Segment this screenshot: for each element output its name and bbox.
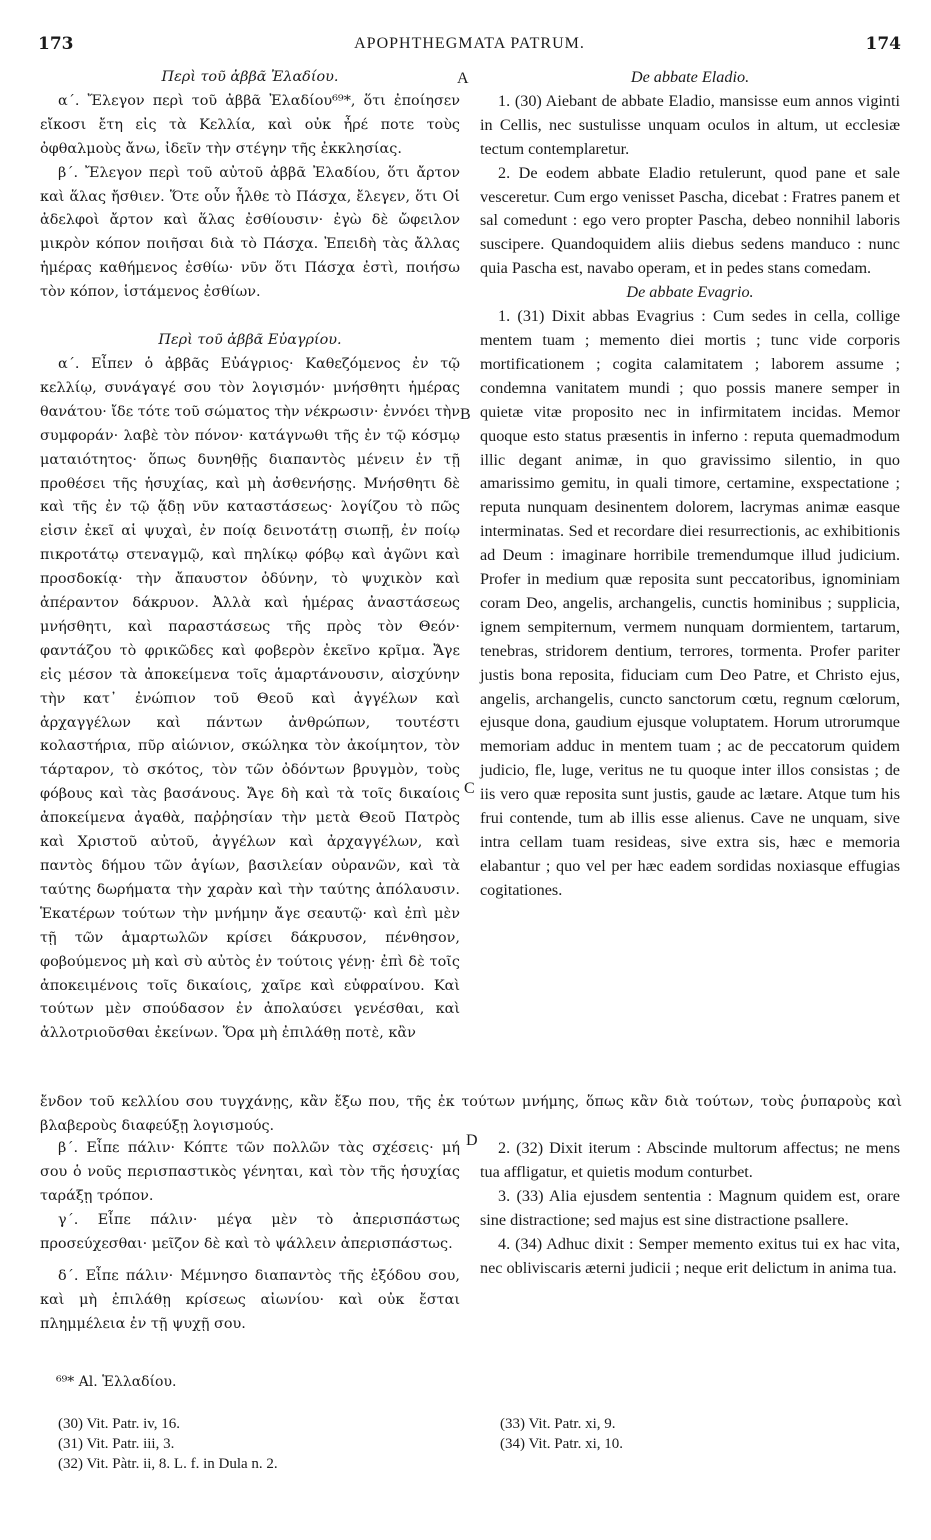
greek-paragraph-continuation: ἔνδον τοῦ κελλίου σου τυγχάνῃς, κἂν ἔξω που, τῆς ἐκ τούτων μνήμης, ὅπως κἂν διὰ τούτων, τοὺς ῥυπαροὺς καὶ βλαβεροὺς διαφεύξῃ λογισμούς. bbox=[40, 1094, 902, 1134]
latin-paragraph: 4. (34) Adhuc dixit : Semper memento exitus tui ex hac vita, nec obliviscaris æterni judicii ; neque erit delictum in anima tua. bbox=[480, 1235, 900, 1277]
latin-paragraph: 3. (33) Alia ejusdem sententia : Magnum quidem est, orare sine distractione; sed majus est sine distractione psallere. bbox=[480, 1187, 900, 1229]
greek-column bbox=[40, 66, 460, 1046]
latin-paragraph: 2. (32) Dixit iterum : Abscinde multorum affectus; ne mens tua affligatur, et quietis modum conturbet. bbox=[480, 1139, 900, 1181]
latin-column-lower bbox=[480, 1136, 900, 1280]
page-header bbox=[38, 34, 901, 58]
greek-paragraph: δ΄. Εἶπε πάλιν· Μέμνησο διαπαντὸς τῆς ἐξόδου σου, καὶ μὴ ἐπιλάθῃ κρίσεως αἰωνίου· καὶ οὐκ ἔσται πλημμέλεια ἐν τῇ ψυχῇ σου. bbox=[40, 1268, 460, 1332]
source-notes-left bbox=[58, 1414, 278, 1474]
page-number-right: 174 bbox=[865, 34, 901, 54]
greek-full-width-continuation bbox=[40, 1090, 902, 1138]
latin-paragraph: 2. De eodem abbate Eladio retulerunt, quod pane et sale vesceretur. Cum ergo venisset Pascha, dicebat : Fratres panem et sal comedunt : ego vero propter Pascha, debeo nonnihil laboris suscipere. Quandoquidem aliis diebus sedens manduco : nunc quia Pascha est, navabo operam, et in pedes stans comedam. bbox=[480, 163, 900, 278]
page-number-left: 173 bbox=[38, 34, 74, 54]
source-note: (30) Vit. Patr. iv, 16. bbox=[58, 1416, 181, 1432]
section-heading-eladius-greek: Περὶ τοῦ ἀββᾶ Ἐλαδίου. bbox=[161, 69, 339, 85]
greek-paragraph: γ΄. Εἶπε πάλιν· μέγα μὲν τὸ ἀπερισπάστως προσεύχεσθαι· μεῖζον δὲ καὶ τὸ ψάλλειν ἀπερισπάστως. bbox=[40, 1212, 460, 1252]
margin-marker-a: A bbox=[457, 70, 469, 87]
latin-paragraph: 1. (31) Dixit abbas Evagrius : Cum sedes in cella, collige mentem tuam ; memento diei mortis ; tunc vide corporis mortificationem ; cogita calamitatem ; laborem assume ; condemna vanitatem mundi ; quo possis manere semper in quietæ vitæ proposito nec in infirmitatem incidas. Memor quoque esto status præsentis in inferno : reputa quemadmodum illic degant animæ, in quo gravissimo silentio, in quo amarissimo gemitu, in quali timore, certamine, exspectatione ; reputa nunquam desinentem dolorem, lacrymas animæ easque interminatas. Sed et recordare diei resurrectionis, ac exhibitionis ad Deum : imaginare horribile tremendumque illud judicium. Profer in medium quæ reposita sunt peccatoribus, ignominiam coram Deo, angelis, archangelis, cunctis hominibus ; supplicia, ignem sempiternum, vermem nunquam dormientem, tartarum, tenebras, stridorem dentium, terrores, tormenta. Profer pariter justis bona reposita, fiduciam cum Deo Patre, et Christo ejus, angelis, archangelis, cuncto sanctorum cœtu, regnum cœlorum, ejusque dona, gaudium ejusque voluptatem. Horum utrorumque memoriam adduc in mentem tuam ; ac de peccatorum quidem judicio, fle, luge, veritus ne tu quoque inter illos consistas ; de iis vero quæ reposita sunt justis, gaude ac lætare. Atque tum his frui contende, tum ab illis esse alienus. Cave ne unquam, sive intra cellam tuam resideas, sive extra sis, hæc e memoria elabantur ; quo vel per hæc eadem sordidas noxiasque effugias cogitationes. bbox=[480, 307, 900, 899]
margin-marker-c: C bbox=[464, 780, 475, 797]
running-title: APOPHTHEGMATA PATRUM. bbox=[354, 35, 585, 52]
latin-paragraph: 1. (30) Aiebant de abbate Eladio, mansisse eum annos viginti in Cellis, nec sustulisse unquam oculos in altum, ut ecclesiæ tectum contemplaretur. bbox=[480, 91, 900, 158]
source-note: (31) Vit. Patr. iii, 3. bbox=[58, 1436, 175, 1452]
latin-column bbox=[480, 66, 900, 903]
greek-column-lower bbox=[40, 1136, 460, 1336]
section-heading-eladius-latin: De abbate Eladio. bbox=[630, 68, 750, 86]
greek-paragraph: β΄. Ἔλεγον περὶ τοῦ αὐτοῦ ἀββᾶ Ἐλαδίου, ὅτι ἄρτον καὶ ἅλας ἤσθιεν. Ὅτε οὖν ἦλθε τὸ Πάσχα, ἔλεγεν, ὅτι Οἱ ἀδελφοὶ ἄρτον καὶ ἅλας ἐσθίουσιν· ἐγὼ δὲ ὤφειλον μικρὸν κόπον ποιῆσαι διὰ τὸ Πάσχα. Ἐπειδὴ τὰς ἄλλας ἡμέρας καθήμενος ἐσθίω· νῦν ὅτι Πάσχα ἐστὶ, ποιήσω τὸν κόπον, ἱστάμενος ἐσθίων. bbox=[40, 164, 460, 301]
source-note: (32) Vit. Pàtr. ii, 8. L. f. in Dula n. 2. bbox=[58, 1456, 278, 1472]
margin-marker-d: D bbox=[466, 1132, 478, 1149]
greek-paragraph: α΄. Ἔλεγον περὶ τοῦ ἀββᾶ Ἐλαδίου⁶⁹*, ὅτι ἐποίησεν εἴκοσι ἔτη εἰς τὰ Κελλία, καὶ οὐκ ἦρέ ποτε τοὺς ὀφθαλμοὺς ἄνω, ἰδεῖν τὴν στέγην τῆς ἐκκλησίας. bbox=[40, 92, 460, 157]
margin-marker-b: B bbox=[460, 406, 471, 423]
source-note: (34) Vit. Patr. xi, 10. bbox=[500, 1436, 623, 1452]
footnote: ⁶⁹* Al. Ἑλλαδίου. bbox=[56, 1374, 177, 1390]
source-note: (33) Vit. Patr. xi, 9. bbox=[500, 1416, 616, 1432]
greek-paragraph: α΄. Εἶπεν ὁ ἀββᾶς Εὐάγριος· Καθεζόμενος ἐν τῷ κελλίῳ, συνάγαγέ σου τὸν λογισμόν· μνήσθητι ἡμέρας θανάτου· ἴδε τότε τοῦ σώματος τὴν νέκρωσιν· ἐννόει τὴν συμφοράν· λαβὲ τὸν πόνον· κατάγνωθι τῆς ἐν τῷ κόσμῳ ματαιότητος· ὅπως δυνηθῇς διαπαντὸς μένειν ἐν τῇ προθέσει τῆς ἡσυχίας, καὶ μὴ ἀσθενήσῃς. Μνήσθητι δὲ καὶ τῆς ἐν τῷ ᾅδῃ νῦν καταστάσεως· λογίζου τὸ πῶς εἰσιν ἐκεῖ αἱ ψυχαὶ, ἐν ποίᾳ δεινοτάτῃ σιωπῇ, ἐν ποίῳ πικροτάτῳ στεναγμῷ, καὶ πηλίκῳ φόβῳ καὶ ἀγῶνι καὶ προσδοκίᾳ· τὴν ἄπαυστον ὀδύνην, τὸ ψυχικὸν καὶ ἀπέραντον δάκρυον. Ἀλλὰ καὶ ἡμέρας ἀναστάσεως μνήσθητι, καὶ παραστάσεως τῆς πρὸς τὸν Θεόν· φαντάζου τὸ φρικῶδες καὶ φοβερὸν ἐκεῖνο κρῖμα. Ἄγε εἰς μέσον τὰ ἀποκείμενα τοῖς ἁμαρτάνουσιν, αἰσχύνην τὴν κατ᾽ ἐνώπιον τοῦ Θεοῦ καὶ ἀγγέλων καὶ ἀρχαγγέλων καὶ πάντων ἀνθρώπων, τουτέστι κολαστήρια, πῦρ αἰώνιον, σκώληκα τὸν ἀκοίμητον, τὸν τάρταρον, τὸ σκότος, τὸν τῶν ὀδόντων βρυγμὸν, τοὺς φόβους καὶ τὰς βασάνους. Ἄγε δὴ καὶ τὰ τοῖς δικαίοις ἀποκείμενα ἀγαθὰ, παῤῥησίαν τὴν μετὰ Θεοῦ Πατρὸς καὶ Χριστοῦ αὐτοῦ, ἀγγέλων καὶ ἀρχαγγέλων, καὶ παντὸς δήμου τῶν ἁγίων, βασιλείαν οὐρανῶν, καὶ τὰ ταύτης δωρήματα τὴν χαρὰν καὶ τὴν ταύτης ἀπόλαυσιν. Ἑκατέρων τούτων τὴν μνήμην ἄγε σεαυτῷ· καὶ ἐπὶ μὲν τῇ τῶν ἁμαρτωλῶν κρίσει δάκρυσον, πένθησον, φοβούμενος μὴ καὶ σὺ αὐτὸς ἐν τούτοις γένῃ· ἐπὶ δὲ τοῖς ἀποκειμένοις τοῖς δικαίοις, χαῖρε καὶ εὐφραίνου. Καὶ τούτων μὲν σπούδασον ἐν ἀπολαύσει γενέσθαι, καὶ ἀλλοτριοῦσθαι ἐκείνων. Ὅρα μὴ ἐπιλάθῃ ποτὲ, κἂν bbox=[40, 355, 460, 1042]
section-heading-evagrius-latin: De abbate Evagrio. bbox=[626, 283, 754, 302]
source-notes-right bbox=[500, 1414, 623, 1454]
greek-paragraph: β΄. Εἶπε πάλιν· Κόπτε τῶν πολλῶν τὰς σχέσεις· μή σου ὁ νοῦς περισπαστικὸς γένηται, καὶ τὸν τῆς ἡσυχίας ταράξῃ τρόπον. bbox=[40, 1140, 460, 1204]
section-heading-evagrius-greek: Περὶ τοῦ ἀββᾶ Εὐαγρίου. bbox=[158, 332, 342, 349]
